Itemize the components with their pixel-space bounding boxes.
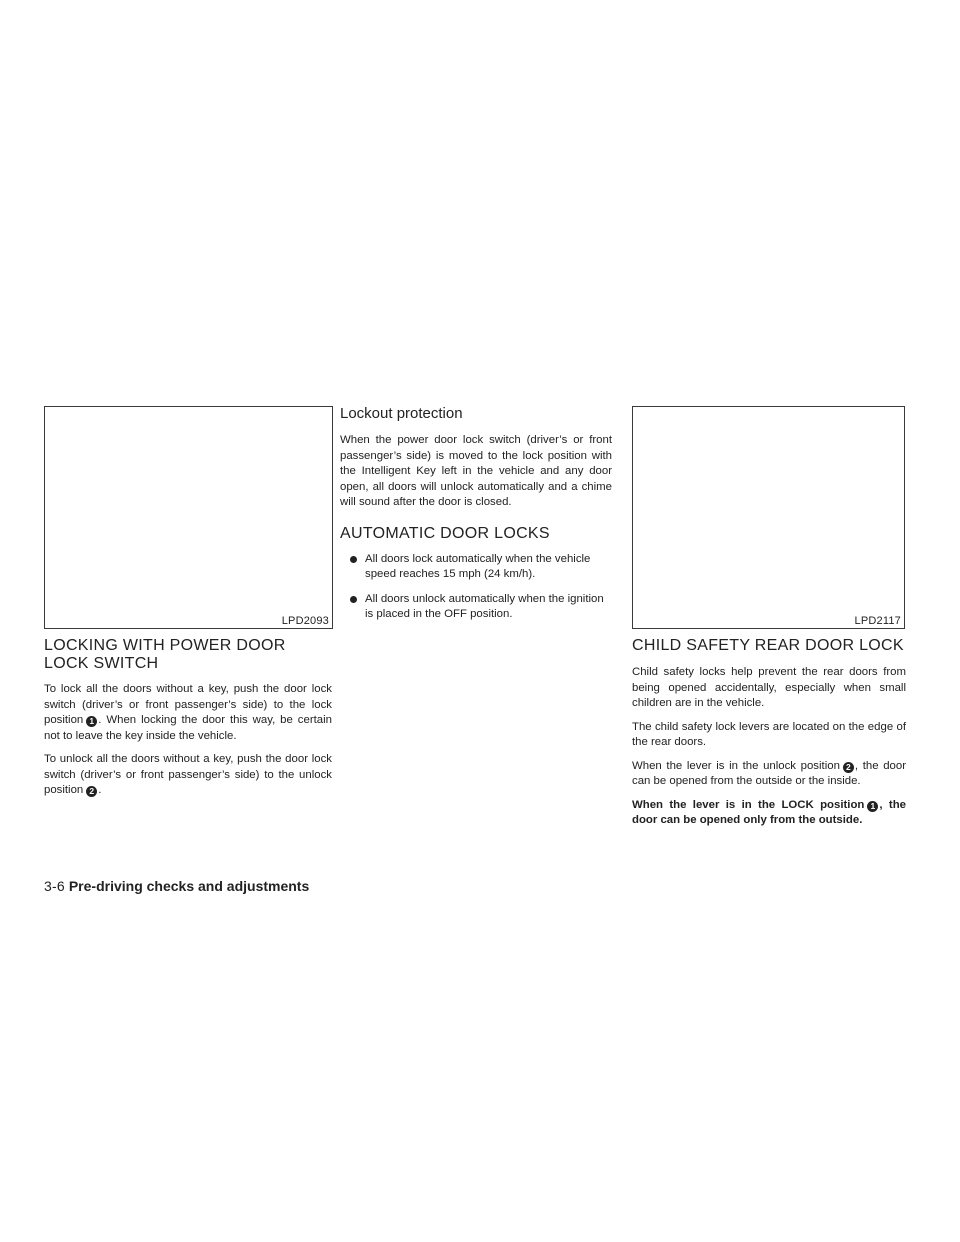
list-item: All doors unlock automatically when the ignition is placed in the OFF position.: [340, 592, 612, 623]
figure-child-safety-lock: [632, 406, 905, 629]
callout-marker: 2: [86, 786, 97, 797]
figure-power-door-lock: [44, 406, 333, 629]
right-column: [632, 637, 906, 837]
paragraph: Child safety locks help prevent the rear doors from being opened accidentally, especially when small children are in the vehicle.: [632, 666, 906, 709]
bullet-icon: [350, 556, 357, 563]
section-heading-power-door-lock: LOCKING WITH POWER DOOR LOCK SWITCH: [44, 637, 286, 672]
chapter-title: Pre-driving checks and adjustments: [68, 878, 310, 894]
paragraph: When the power door lock switch (driver’s or front passenger’s side) is moved to the lock position with the Intelligent Key left in the vehicle and any door open, all doors will unlock automatically and a chime will sound after the door is closed.: [340, 434, 612, 508]
callout-marker: 1: [86, 716, 97, 727]
paragraph: When the lever is in the unlock position 2 , the door can be opened from the outside or the inside.: [632, 759, 906, 787]
bullet-list: [340, 552, 612, 623]
page-number: 3-6: [44, 878, 65, 894]
section-heading-automatic-door-locks: AUTOMATIC DOOR LOCKS: [340, 524, 550, 542]
callout-marker: 2: [843, 762, 854, 773]
callout-marker: 1: [867, 801, 878, 812]
paragraph: To lock all the doors without a key, push the door lock switch (driver’s or front passenger’s side) to the lock position 1 . When locking the door this way, be certain not to leave the key inside the vehicle.: [44, 683, 332, 742]
figure-label: LPD2117: [854, 615, 901, 627]
paragraph: To unlock all the doors without a key, push the door lock switch (driver’s or front passenger’s side) to the unlock position 2 .: [44, 753, 332, 796]
paragraph: The child safety lock levers are located on the edge of the rear doors.: [632, 720, 906, 748]
figure-label: LPD2093: [281, 615, 329, 627]
left-column: [44, 637, 332, 807]
section-heading-child-safety: CHILD SAFETY REAR DOOR LOCK: [632, 637, 904, 654]
warning-paragraph: When the lever is in the LOCK position 1 , the door can be opened only from the outside.: [632, 798, 906, 826]
list-item: All doors lock automatically when the vehicle speed reaches 15 mph (24 km/h).: [340, 552, 612, 583]
bullet-icon: [350, 596, 357, 603]
page-footer: [44, 878, 309, 894]
subheading-lockout-protection: Lockout protection: [340, 405, 463, 422]
middle-column: [340, 405, 612, 632]
